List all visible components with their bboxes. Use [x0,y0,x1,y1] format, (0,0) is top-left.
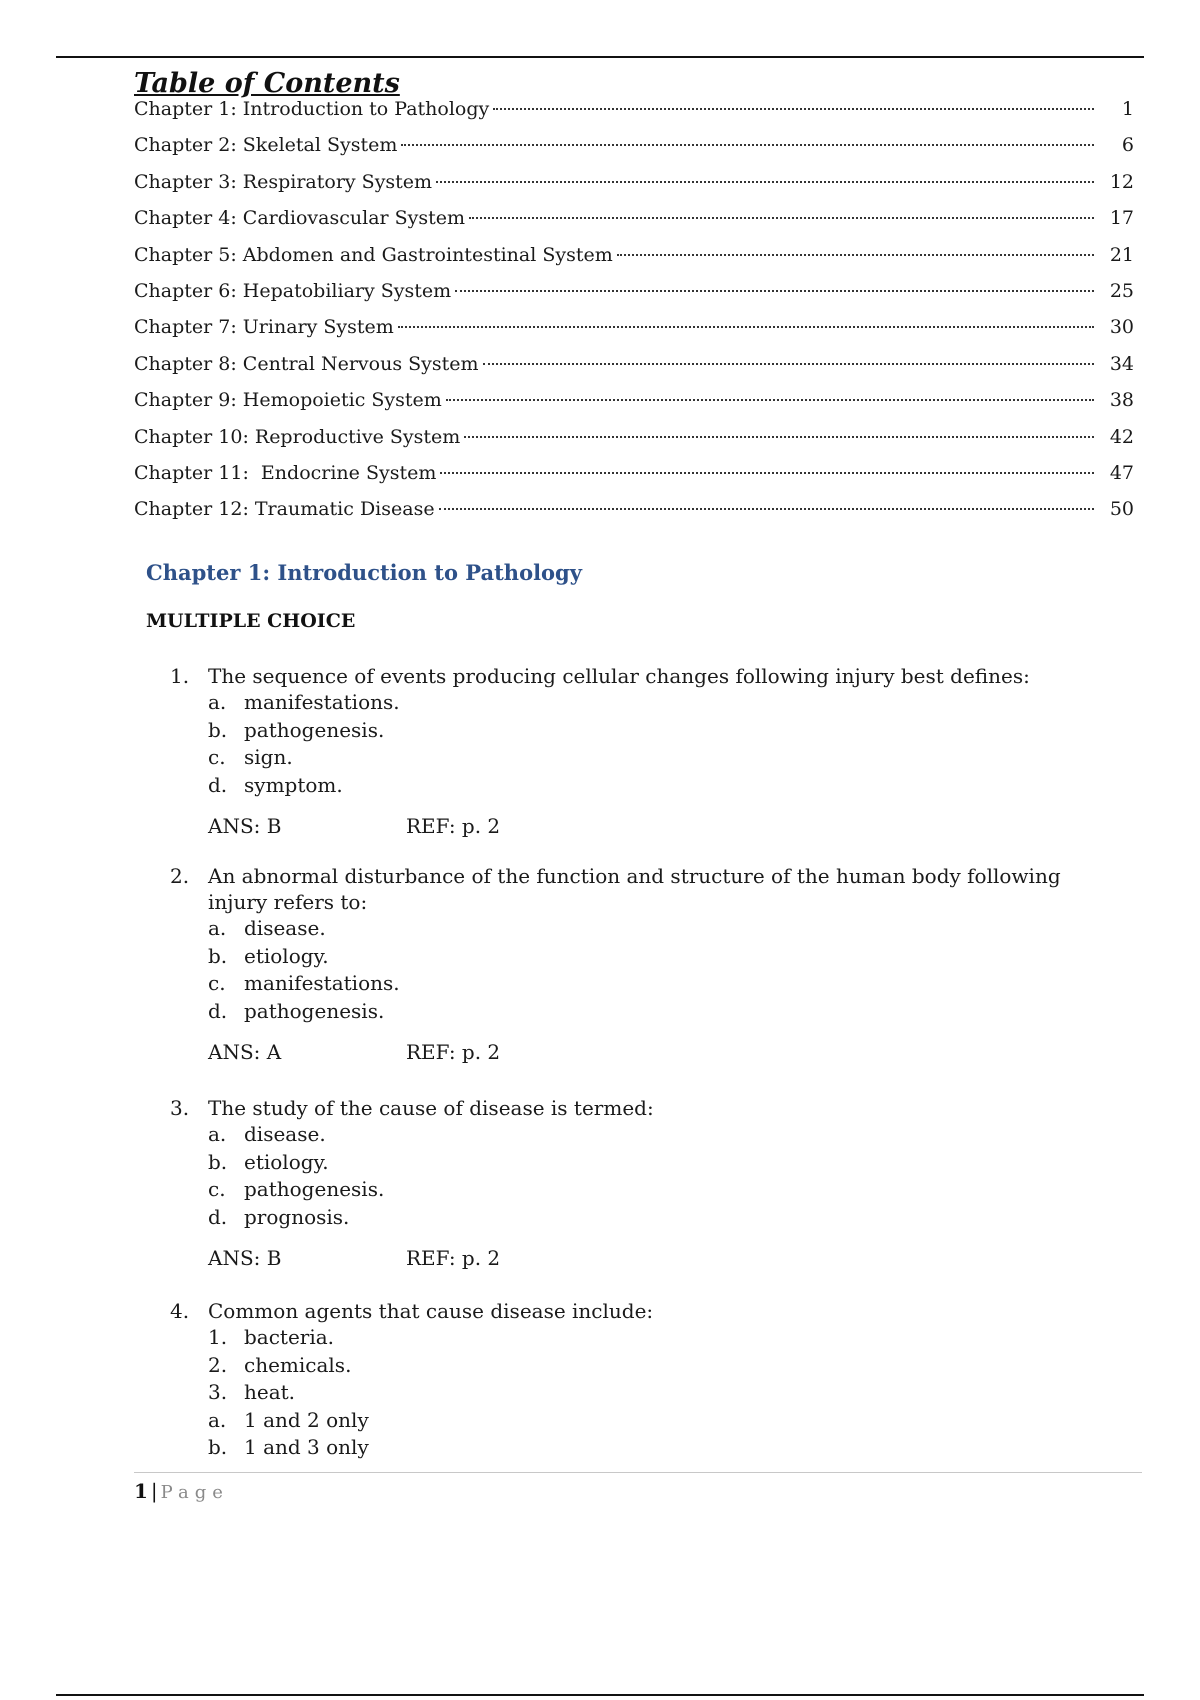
option-letter: 2. [208,1352,228,1377]
toc-entry-page: 50 [1109,498,1134,521]
option-letter: b. [208,717,228,742]
dot-leader [455,290,1094,292]
answer-option [208,1407,1090,1435]
answer-option [208,1204,1090,1232]
toc-entry-page: 25 [1109,279,1134,302]
toc-entry-page: 6 [1121,134,1134,157]
toc-entry-ch1[interactable] [134,98,1134,134]
option-letter: a. [208,1407,227,1432]
option-text: manifestations. [244,690,400,714]
toc-entry-ch11[interactable] [134,462,1134,498]
chapter-heading: Chapter 1: Introduction to Pathology [146,560,582,585]
answer-key [208,1245,1090,1271]
answer-key [208,1039,1090,1065]
answer-option [208,915,1090,943]
answer-key [208,813,1090,839]
answer-label: ANS: B [208,1246,282,1270]
toc-entry-page: 17 [1109,207,1134,230]
option-letter: d. [208,1204,228,1229]
dot-leader [436,181,1094,183]
bottom-rule [56,1694,1144,1696]
dot-leader [493,108,1094,110]
option-text: pathogenesis. [244,998,385,1023]
dot-leader [483,363,1094,365]
answer-option [208,744,1090,772]
toc-entry-ch5[interactable] [134,244,1134,280]
answer-option [208,772,1090,800]
option-letter: b. [208,1149,228,1174]
toc-entry-label: Chapter 5: Abdomen and Gastrointestinal System [134,243,613,266]
question-number: 4. [170,1299,190,1323]
toc-entry-label: Chapter 2: Skeletal System [134,134,398,157]
question-text: Common agents that cause disease include: [208,1299,654,1323]
answer-option [208,1121,1090,1149]
answer-option [208,1176,1090,1204]
toc-entry-label: Chapter 8: Central Nervous System [134,352,479,375]
option-letter: b. [208,943,228,968]
option-text: disease. [244,916,326,940]
answer-option [208,998,1090,1026]
toc-entry-label: Chapter 10: Reproductive System [134,425,461,448]
option-text: 1 and 2 only [244,1407,369,1432]
option-letter: 3. [208,1380,228,1404]
toc-entry-label: Chapter 3: Respiratory System [134,170,433,193]
toc-entry-label: Chapter 11: Endocrine System [134,461,437,484]
answer-option [208,1149,1090,1177]
toc-entry-ch6[interactable] [134,280,1134,316]
question-number: 2. [170,864,190,888]
option-text: manifestations. [244,971,400,995]
option-text: bacteria. [244,1325,335,1349]
question-text: An abnormal disturbance of the function and structure of the human body following injury refers to: [208,864,1061,914]
table-of-contents [134,98,1134,535]
option-text: chemicals. [244,1352,352,1377]
footer-page-number: 1 [134,1479,148,1503]
option-letter: 1. [208,1325,228,1349]
option-text: prognosis. [244,1204,350,1229]
question-2 [170,863,1090,1065]
toc-entry-page: 12 [1109,170,1134,193]
toc-entry-label: Chapter 6: Hepatobiliary System [134,279,452,302]
question-stem [170,863,1090,915]
toc-entry-ch10[interactable] [134,426,1134,462]
answer-option [208,1379,1090,1407]
footer-divider [134,1472,1142,1473]
option-text: pathogenesis. [244,717,385,742]
question-text: The study of the cause of disease is termed: [208,1096,654,1120]
top-rule [56,56,1144,58]
toc-entry-page: 42 [1109,425,1134,448]
section-heading: MULTIPLE CHOICE [146,610,356,632]
question-4 [170,1298,1090,1462]
toc-entry-page: 30 [1109,316,1134,339]
toc-entry-label: Chapter 9: Hemopoietic System [134,389,442,412]
toc-entry-page: 38 [1109,389,1134,412]
toc-entry-label: Chapter 4: Cardiovascular System [134,207,466,230]
option-letter: c. [208,971,226,995]
option-letter: a. [208,916,227,940]
question-number: 3. [170,1096,190,1120]
toc-entry-label: Chapter 7: Urinary System [134,316,394,339]
reference-label: REF: p. 2 [406,814,501,838]
option-text: sign. [244,745,293,769]
dot-leader [446,399,1094,401]
option-text: pathogenesis. [244,1177,385,1201]
toc-entry-label: Chapter 12: Traumatic Disease [134,498,435,521]
question-number: 1. [170,664,190,688]
toc-entry-ch9[interactable] [134,389,1134,425]
toc-entry-ch12[interactable] [134,498,1134,534]
question-1 [170,663,1090,839]
page-footer [134,1472,1142,1503]
question-stem [170,663,1090,689]
toc-entry-ch2[interactable] [134,134,1134,170]
option-text: heat. [244,1380,296,1404]
option-letter: d. [208,772,228,797]
toc-entry-page: 1 [1121,98,1134,120]
option-letter: d. [208,998,228,1023]
toc-entry-ch8[interactable] [134,353,1134,389]
question-stem [170,1095,1090,1121]
option-letter: c. [208,745,226,769]
option-text: disease. [244,1122,326,1146]
answer-option [208,689,1090,717]
footer-page-word: Page [160,1482,229,1503]
dot-leader [398,326,1094,328]
toc-entry-ch3[interactable] [134,171,1134,207]
answer-option [208,1352,1090,1380]
answer-option [208,717,1090,745]
toc-entry-ch7[interactable] [134,316,1134,352]
dot-leader [401,144,1094,146]
footer-separator: | [150,1479,158,1503]
dot-leader [464,436,1094,438]
dot-leader [617,254,1094,256]
toc-entry-page: 21 [1109,243,1134,266]
option-text: 1 and 3 only [244,1435,369,1459]
toc-entry-label: Chapter 1: Introduction to Pathology [134,98,490,120]
option-letter: a. [208,690,227,714]
reference-label: REF: p. 2 [406,1040,501,1064]
answer-option [208,1434,1090,1462]
answer-label: ANS: B [208,814,282,838]
toc-entry-page: 47 [1109,461,1134,484]
reference-label: REF: p. 2 [406,1246,501,1270]
answer-option [208,970,1090,998]
option-letter: c. [208,1177,226,1201]
option-text: etiology. [244,1149,329,1174]
question-stem [170,1298,1090,1324]
question-3 [170,1095,1090,1271]
dot-leader [469,217,1094,219]
option-letter: a. [208,1122,227,1146]
option-text: symptom. [244,772,343,797]
option-letter: b. [208,1435,228,1459]
toc-title: Table of Contents [134,68,400,99]
answer-option [208,1324,1090,1352]
question-text: The sequence of events producing cellular changes following injury best defines: [208,664,1030,688]
dot-leader [439,508,1094,510]
option-text: etiology. [244,943,329,968]
toc-entry-ch4[interactable] [134,207,1134,243]
dot-leader [440,472,1094,474]
answer-label: ANS: A [208,1040,282,1064]
toc-entry-page: 34 [1109,352,1134,375]
answer-option [208,943,1090,971]
